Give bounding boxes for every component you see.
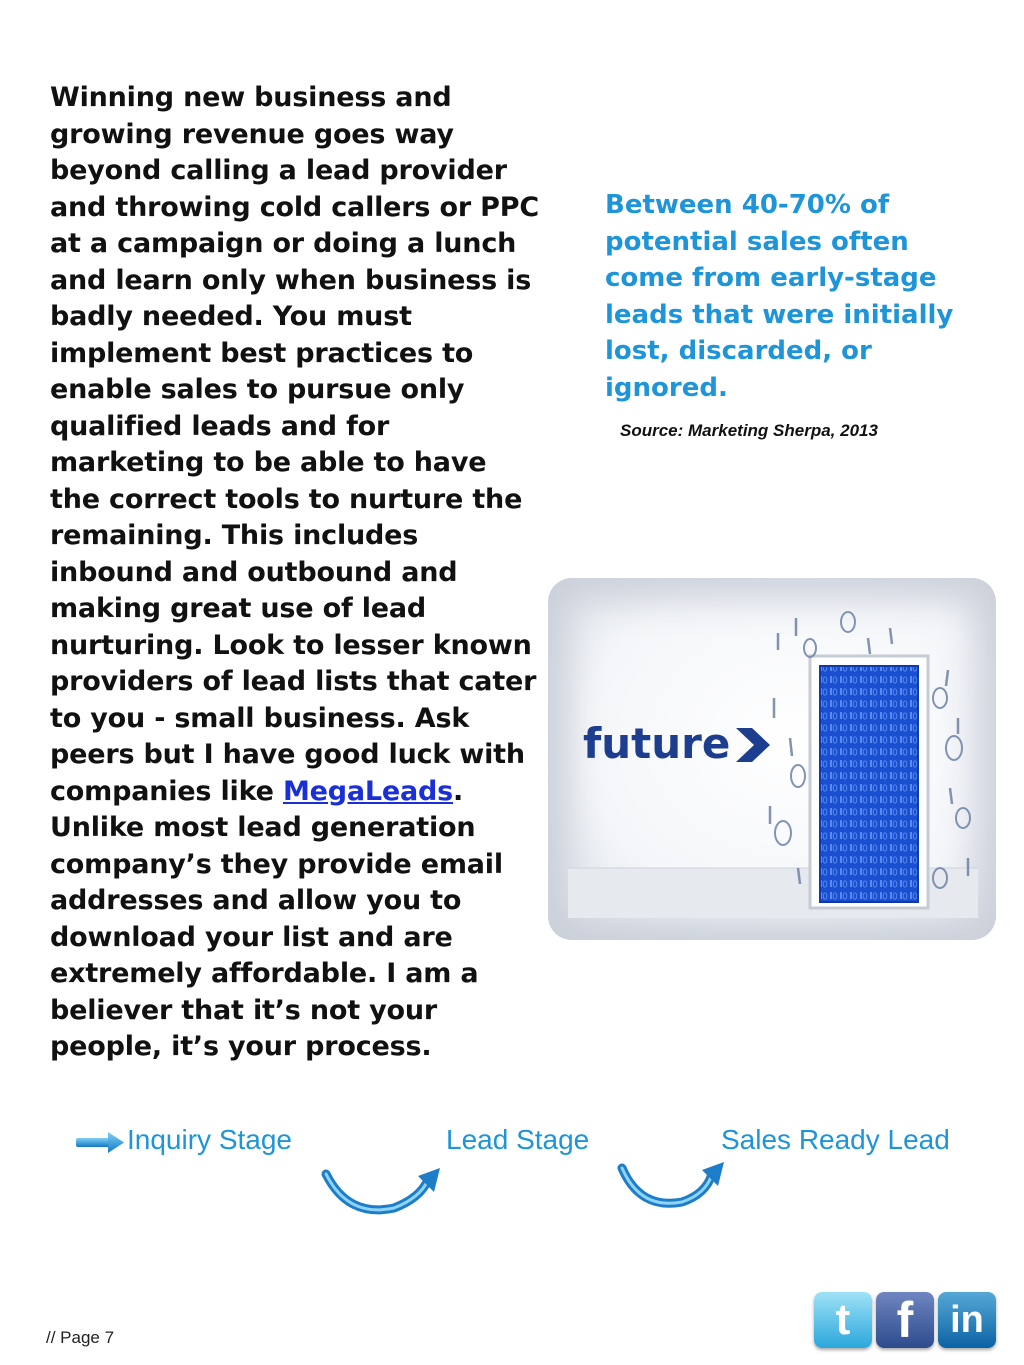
lead-stage-label: Lead Stage: [446, 1124, 590, 1155]
body-text-end: . Unlike most lead generation company’s they provide email addresses and allow you to download your list and are extremely affordable. I am a believer that it’s not your people, it’s your process.: [50, 775, 503, 1062]
facebook-icon[interactable]: f: [876, 1292, 934, 1348]
social-links: [812, 1292, 1002, 1350]
callout-source: Source: Marketing Sherpa, 2013: [620, 421, 878, 440]
statistic-callout: Between 40-70% of potential sales often come from early-stage leads that were initially lost, discarded, or ignored.: [605, 190, 954, 403]
curved-arrow-icon-2: [622, 1162, 724, 1203]
twitter-icon[interactable]: t: [814, 1292, 872, 1348]
megaleads-link[interactable]: MegaLeads: [282, 775, 454, 807]
future-wordmark: future: [583, 719, 731, 768]
curved-arrow-icon-1: [326, 1168, 440, 1210]
page-number: // Page 7: [46, 1328, 115, 1347]
body-text-start: Winning new business and growing revenue goes way beyond calling a lead provider and throwing cold callers or PPC at a campaign or doing a lunch and learn only when business is badly needed. You must implement best practices to enable sales to pursue only qualified leads and for marketing to be able to have the correct tools to nurture the remaining. This includes inbound and outbound and making great use of lead nurturing. Look to lesser known providers of lead lists that cater to you - small business. Ask peers but I have good luck with companies like: [50, 82, 539, 807]
lead-stages-flow: [0, 1110, 1024, 1230]
future-door-image: [548, 578, 996, 940]
right-arrow-icon: [76, 1132, 124, 1153]
inquiry-stage-label: Inquiry Stage: [127, 1124, 292, 1155]
sales-ready-lead-label: Sales Ready Lead: [721, 1124, 950, 1155]
arrow-chevron-icon: [736, 728, 770, 762]
linkedin-icon[interactable]: in: [938, 1292, 996, 1348]
body-paragraph: [50, 80, 540, 1066]
